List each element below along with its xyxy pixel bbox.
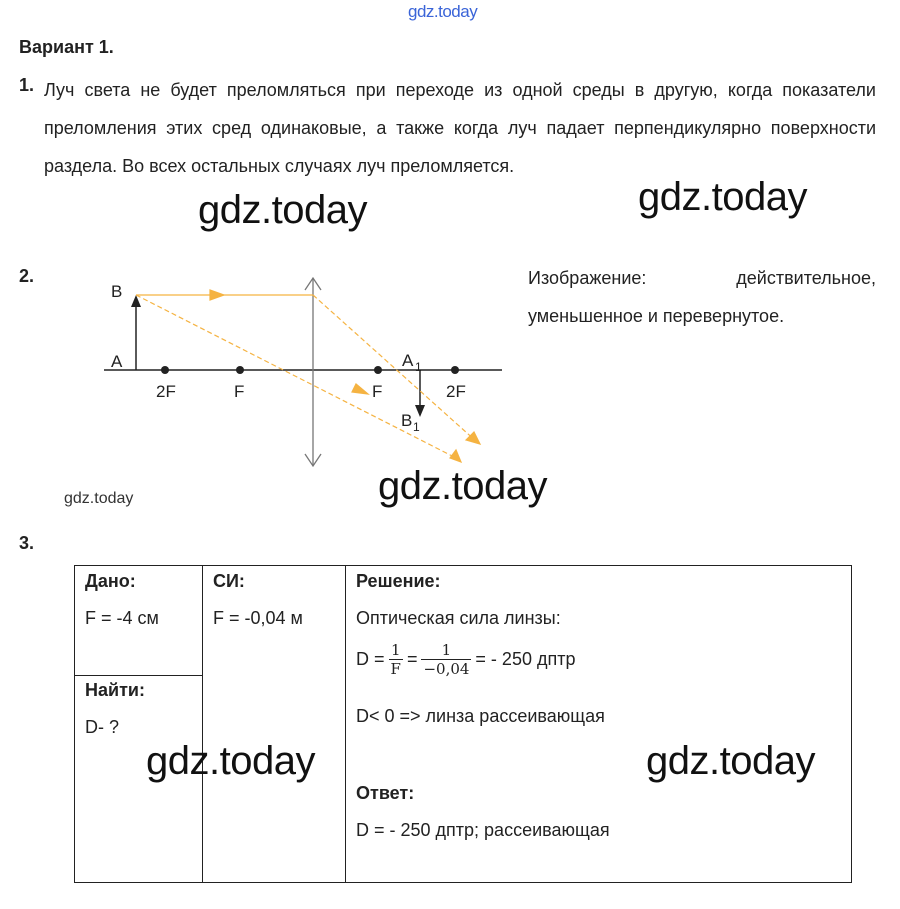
ray-arrowhead <box>210 290 224 300</box>
given-header: Дано: <box>85 571 136 591</box>
find-value: D- ? <box>85 717 120 737</box>
formula <box>356 642 575 677</box>
question-2-number: 2. <box>19 266 35 286</box>
watermark: gdz.today <box>646 739 815 783</box>
point-f-left <box>236 366 244 374</box>
label-b: B <box>111 282 123 301</box>
watermark: gdz.today <box>378 464 547 508</box>
si-header: СИ: <box>213 571 245 591</box>
label-2f-left: 2F <box>156 382 176 401</box>
question-1-number: 1. <box>19 75 35 95</box>
solution-line-1: Оптическая сила линзы: <box>356 608 561 628</box>
watermark: gdz.today <box>146 739 315 783</box>
given-value: F = -4 см <box>85 608 159 628</box>
point-2f-left <box>161 366 169 374</box>
formula-result: = - 250 дптр <box>475 649 576 669</box>
solution-header: Решение: <box>356 571 441 591</box>
ray-arrowhead <box>450 450 461 462</box>
table-divider <box>202 566 203 882</box>
table-divider <box>345 566 346 882</box>
fraction-2 <box>421 642 471 677</box>
ray-through-center <box>136 295 460 460</box>
label-2f-right: 2F <box>446 382 466 401</box>
fraction-1-denominator: F <box>390 659 401 678</box>
watermark: gdz.today <box>198 188 367 232</box>
label-a1: A <box>402 351 414 370</box>
answer-text: D = - 250 дптр; рассеивающая <box>356 820 610 840</box>
watermark-top: gdz.today <box>408 2 478 21</box>
formula-equals: = <box>406 649 418 669</box>
fraction-2-numerator: 1 <box>441 641 452 659</box>
find-header: Найти: <box>85 680 145 700</box>
fraction-1 <box>389 642 403 677</box>
si-value: F = -0,04 м <box>213 608 303 628</box>
variant-title: Вариант 1. <box>19 37 114 57</box>
question-3-number: 3. <box>19 533 35 553</box>
label-f-left: F <box>234 382 245 401</box>
watermark: gdz.today <box>638 175 807 219</box>
point-f-right <box>374 366 382 374</box>
point-2f-right <box>451 366 459 374</box>
watermark-small: gdz.today <box>64 490 134 507</box>
formula-prefix: D = <box>356 649 385 669</box>
solution-line-3: D< 0 => линза рассеивающая <box>356 706 605 726</box>
image-description: Изображение: действительное, уменьшенное и перевернутое. <box>528 268 876 326</box>
fraction-2-denominator: −0,04 <box>423 659 470 678</box>
image-arrowhead <box>415 405 425 417</box>
question-1-text: Луч света не будет преломляться при переходе из одной среды в другую, когда показатели преломления этих сред одинаковые, а также когда луч падает перпендикулярно поверхности раздела. Во всех остальных случаях луч преломляется. <box>44 80 876 176</box>
label-a1-subscript: 1 <box>415 360 422 374</box>
answer-header: Ответ: <box>356 783 415 803</box>
label-f-right: F <box>372 382 383 401</box>
fraction-1-numerator: 1 <box>390 641 401 659</box>
label-a: A <box>111 352 123 371</box>
label-b1: B <box>401 411 413 430</box>
ray-arrowhead <box>352 384 368 394</box>
solution-table <box>74 565 852 883</box>
label-b1-subscript: 1 <box>413 420 420 434</box>
table-divider <box>75 675 202 676</box>
